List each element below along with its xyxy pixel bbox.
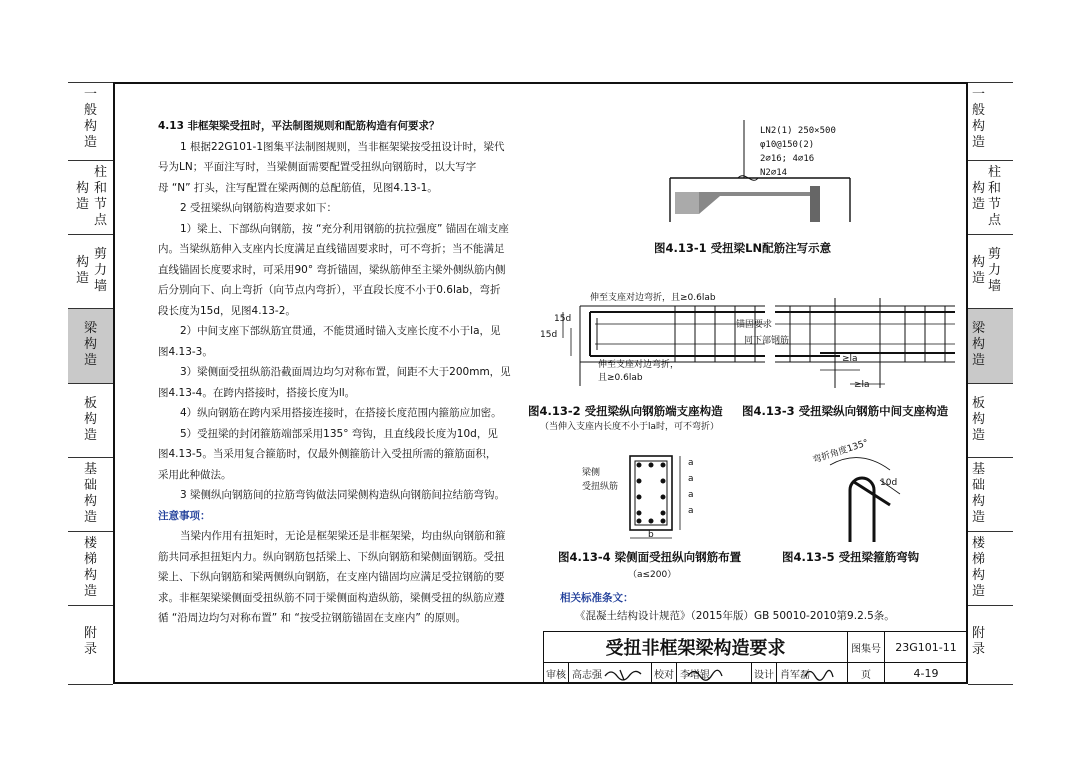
body-line: 直线锚固长度要求时，可采用90° 弯折锚固，梁纵筋伸至主梁外侧纵筋内侧: [158, 264, 506, 276]
body-line: 3）梁侧面受扭纵筋沿截面周边均匀对称布置，间距不大于200mm，见: [180, 366, 511, 378]
fig1-annot-1: LN2(1) 250×500: [760, 126, 836, 136]
fig3-label-1: 锚固要求: [736, 320, 773, 330]
fig1-annot-4: N2⌀14: [760, 168, 788, 178]
figure-4-13-5: [820, 450, 920, 550]
tab-stairs-right[interactable]: 楼 梯 构 造: [968, 531, 1013, 605]
figure-4-13-2: [535, 298, 773, 388]
signature-marks: [600, 664, 850, 684]
review-label: 审核: [543, 662, 569, 684]
fig4-dim-a: a: [688, 506, 694, 516]
fig1-annot-3: 2⌀16; 4⌀16: [760, 154, 815, 164]
fig5-length: 10d: [880, 478, 898, 488]
note-line: 求。非框架梁梁侧面受扭纵筋不同于梁侧面构造纵筋，梁侧受扭的纵筋应遵: [158, 592, 505, 604]
fig4-dim-a: a: [688, 458, 694, 468]
body-line: 号为LN；平面注写时，当梁侧面需要配置受扭纵向钢筋时，以大写字: [158, 161, 477, 173]
tab-slab-right[interactable]: 板 构 造: [968, 383, 1013, 457]
tab-column[interactable]: 构 造 柱 和 节 点: [68, 160, 113, 234]
tab-shear-wall[interactable]: 构 造 剪 力 墙: [68, 234, 113, 308]
atlas-number: 23G101-11: [884, 631, 968, 663]
body-line: 1）梁上、下部纵向钢筋，按 “充分利用钢筋的抗拉强度” 锚固在端支座: [180, 223, 509, 235]
tab-slab[interactable]: 板 构 造: [68, 383, 113, 457]
fig5-angle: 弯折角度135°: [811, 438, 870, 466]
fig4-subcaption: （a≤200）: [628, 570, 677, 580]
fig4-dim-a: a: [688, 474, 694, 484]
fig3-caption: 图4.13-3 受扭梁纵向钢筋中间支座构造: [742, 404, 949, 418]
tab-appendix[interactable]: 附 录: [68, 605, 113, 684]
fig2-dim-b: 15d: [554, 314, 572, 324]
standard-text: 《混凝土结构设计规范》（2015年版）GB 50010-2010第9.2.5条。: [575, 610, 895, 622]
fig2-bottom-note-1: 伸至支座对边弯折，: [598, 360, 680, 370]
section-heading: 4.13 非框架梁受扭时，平法制图规则和配筋构造有何要求？: [158, 120, 440, 132]
tab-foundation-right[interactable]: 基 础 构 造: [968, 457, 1013, 531]
fig3-dim-1: ≥la: [842, 354, 858, 364]
check-label: 校对: [651, 662, 677, 684]
body-line: 2 受扭梁纵向钢筋构造要求如下：: [180, 202, 338, 214]
fig4-dim-a: a: [688, 490, 694, 500]
tab-beam-right[interactable]: 梁 构 造: [968, 308, 1013, 383]
figure-4-13-4: [620, 452, 710, 544]
body-line: 后分别向下、向上弯折（向节点内弯折），平直段长度不小于0.6lab，弯折: [158, 284, 501, 296]
note-line: 循 “沿周边均匀对称布置” 和 “按受拉钢筋锚固在支座内” 的原则。: [158, 612, 467, 624]
body-line: 采用此种做法。: [158, 469, 232, 481]
fig3-label-2: 同下部钢筋: [744, 336, 790, 346]
body-line: 内。当梁纵筋伸入支座内长度满足直线锚固要求时，可不弯折；当不能满足: [158, 243, 505, 255]
fig1-annot-2: φ10@150(2): [760, 140, 815, 150]
body-line: 图4.13-4。在跨内搭接时，搭接长度为ll。: [158, 387, 356, 399]
fig2-subcaption: （当伸入支座内长度不小于la时，可不弯折）: [540, 422, 720, 432]
fig2-bottom-note-2: 且≥0.6lab: [598, 373, 643, 383]
fig2-dim-a: 15d: [540, 330, 558, 340]
tab-foundation[interactable]: 基 础 构 造: [68, 457, 113, 531]
fig1-caption: 图4.13-1 受扭梁LN配筋注写示意: [654, 241, 832, 255]
body-line: 3 梁侧纵向钢筋间的拉筋弯钩做法同梁侧构造纵向钢筋间拉结筋弯钩。: [180, 489, 506, 501]
body-line: 2）中间支座下部纵筋宜贯通，不能贯通时锚入支座长度不小于la，见: [180, 325, 501, 337]
reviewer-name: 高志强: [568, 662, 652, 684]
drawing-title: 受扭非框架梁构造要求: [543, 631, 848, 663]
tab-general[interactable]: 一 般 构 造: [68, 82, 113, 160]
body-line: 母 “N” 打头，注写配置在梁两侧的总配筋值，见图4.13-1。: [158, 182, 438, 194]
fig5-caption: 图4.13-5 受扭梁箍筋弯钩: [782, 550, 920, 564]
note-line: 梁上、下纵向钢筋和梁两侧纵向钢筋，在支座内锚固均应满足受拉钢筋的要: [158, 571, 505, 583]
body-line: 图4.13-5。当采用复合箍筋时，仅最外侧箍筋计入受扭所需的箍筋面积，: [158, 448, 497, 460]
fig4-label-1: 梁侧: [582, 468, 601, 478]
page-label: 页: [847, 662, 885, 684]
figure-4-13-3: [770, 298, 960, 393]
note-line: 筋共同承担扭矩内力。纵向钢筋包括梁上、下纵向钢筋和梁侧面钢筋。受扭: [158, 551, 505, 563]
tab-stairs[interactable]: 楼 梯 构 造: [68, 531, 113, 605]
standard-title: 相关标准条文：: [560, 592, 634, 604]
fig3-dim-2: ≥la: [854, 380, 870, 390]
page-number: 4-19: [884, 662, 968, 684]
fig2-top-note: 伸至支座对边弯折，且≥0.6lab: [590, 293, 716, 303]
body-line: 段长度为15d，见图4.13-2。: [158, 305, 296, 317]
fig4-dim-b: b: [648, 530, 654, 540]
body-line: 5）受扭梁的封闭箍筋端部采用135° 弯钩，且直线段长度为10d，见: [180, 428, 498, 440]
note-line: 当梁内作用有扭矩时，无论是框架梁还是非框架梁，均由纵向钢筋和箍: [180, 530, 506, 542]
fig4-caption: 图4.13-4 梁侧面受扭纵向钢筋布置: [558, 550, 742, 564]
body-line: 4）纵向钢筋在跨内采用搭接连接时，在搭接长度范围内箍筋应加密。: [180, 407, 502, 419]
body-line: 1 根据22G101-1图集平法制图规则，当非框架梁按受扭设计时，梁代: [180, 141, 505, 153]
fig2-caption: 图4.13-2 受扭梁纵向钢筋端支座构造: [528, 404, 723, 418]
checker-name: 李增银: [676, 662, 752, 684]
tab-general-right[interactable]: 一 般 构 造: [968, 82, 1013, 160]
note-title: 注意事项：: [158, 510, 211, 522]
designer-name: 肖军磊: [776, 662, 848, 684]
tab-column-right[interactable]: 构 造 柱 和 节 点: [968, 160, 1013, 234]
fig4-label-2: 受扭纵筋: [582, 482, 619, 492]
design-label: 设计: [751, 662, 777, 684]
body-line: 图4.13-3。: [158, 346, 213, 358]
tab-beam[interactable]: 梁 构 造: [68, 308, 113, 383]
atlas-label: 图集号: [847, 631, 885, 663]
tab-shear-wall-right[interactable]: 构 造 剪 力 墙: [968, 234, 1013, 308]
tab-appendix-right[interactable]: 附 录: [968, 605, 1013, 684]
